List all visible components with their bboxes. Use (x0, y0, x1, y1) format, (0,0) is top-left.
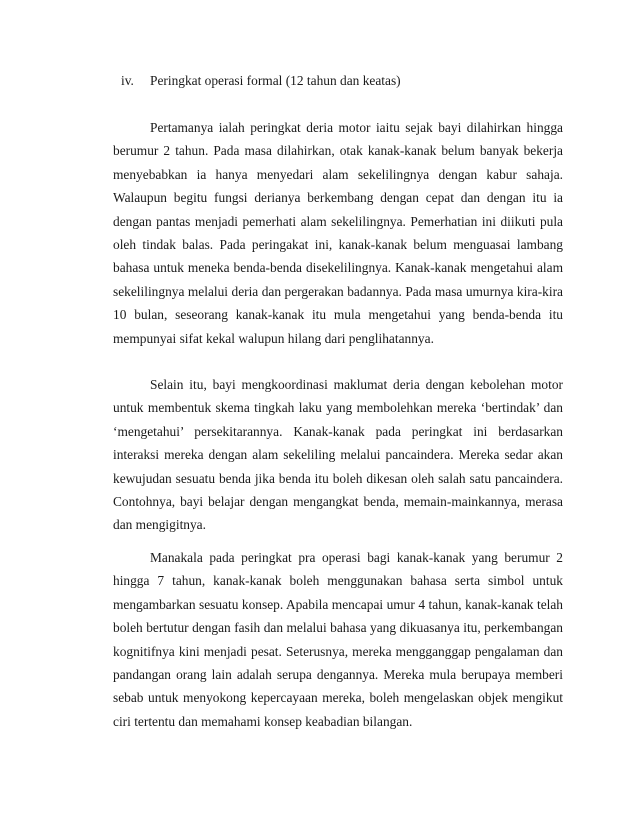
paragraph-preoperational: Manakala pada peringkat pra operasi bagi kanak-kanak yang berumur 2 hingga 7 tahun, kanak-kanak boleh menggunakan bahasa serta simbol untuk mengambarkan sesuatu konsep. Apabila mencapai umur 4 tahun, kanak-kanak telah boleh bertutur dengan fasih dan melalui bahasa yang dikuasanya itu, perkembangan kognitifnya kini menjadi pesat. Seterusnya, mereka mengganggap pengalaman dan pandangan orang lain adalah serupa dengannya. Mereka mula berupaya memberi sebab untuk menyokong kepercayaan mereka, boleh mengelaskan objek mengikut ciri tertentu dan memahami konsep keabadian bilangan. (113, 550, 563, 729)
section-heading (121, 71, 401, 91)
section-number: iv. (121, 73, 134, 88)
section-title: Peringkat operasi formal (12 tahun dan keatas) (150, 73, 401, 88)
paragraph-coordination: Selain itu, bayi mengkoordinasi maklumat deria dengan kebolehan motor untuk membentuk skema tingkah laku yang membolehkan mereka ‘bertindak’ dan ‘mengetahui’ persekitarannya. Kanak-kanak pada peringkat ini berdasarkan interaksi mereka dengan alam sekeliling melalui pancaindera. Mereka sedar akan kewujudan sesuatu benda jika benda itu boleh dikesan oleh salah satu pancaindera. Contohnya, bayi belajar dengan mengangkat benda, memain-mainkannya, merasa dan mengigitnya. (113, 377, 563, 533)
paragraph-sensorimotor: Pertamanya ialah peringkat deria motor iaitu sejak bayi dilahirkan hingga berumur 2 tahun. Pada masa dilahirkan, otak kanak-kanak belum banyak bekerja menyebabkan ia hanya menyedari alam sekelilingnya dengan kabur sahaja. Walaupun begitu fungsi derianya berkembang dengan cepat dan dengan itu ia dengan pantas menjadi pemerhati alam sekelilingnya. Pemerhatian ini diikuti pula oleh tindak balas. Pada peringakat ini, kanak-kanak belum menguasai lambang bahasa untuk meneka benda-benda disekelilingnya. Kanak-kanak mengetahui alam sekelilingnya melalui deria dan pergerakan badannya. Pada masa umurnya kira-kira 10 bulan, seseorang kanak-kanak itu mula mengetahui yang benda-benda itu mempunyai sifat kekal walupun hilang dari penglihatannya. (113, 120, 563, 346)
